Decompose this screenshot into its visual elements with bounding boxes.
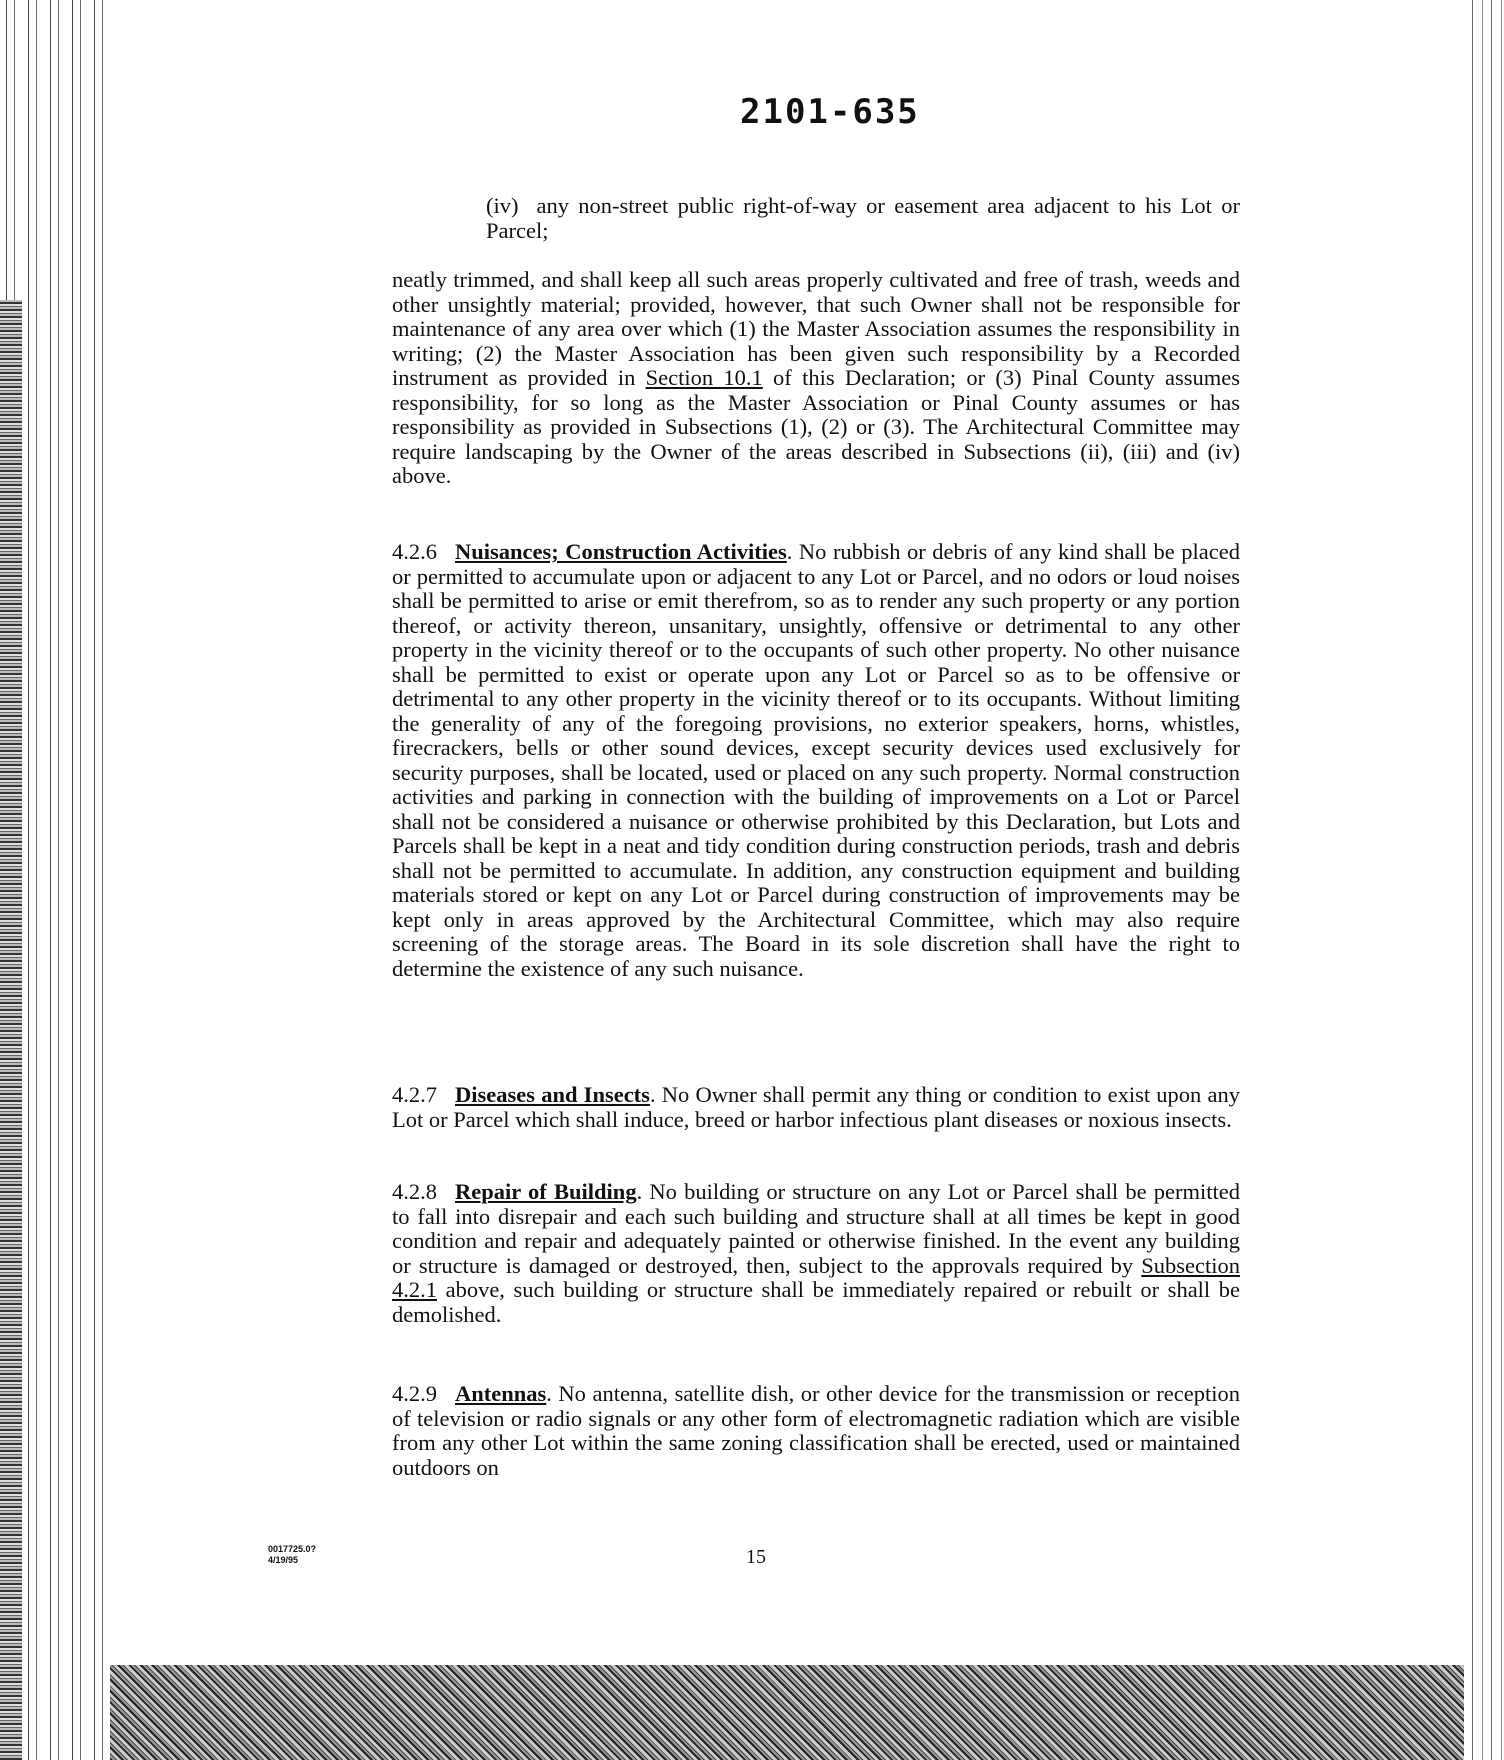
section-number: 4.2.6 (392, 539, 437, 564)
list-item-iv (486, 194, 1240, 243)
section-4-2-6 (392, 540, 1240, 981)
section-text: . No building or structure on any Lot or Parcel shall be permitted to fall into disrepair and each such building and structure shall at all times be kept in good condition and repair and adequately painted or otherwise finished. In the event any building or structure is damaged or destroyed, then, subject to the approvals required by (392, 1179, 1241, 1278)
section-reference: Subsection 4.2.1 (392, 1252, 1240, 1302)
section-heading: Repair of Building (455, 1179, 637, 1204)
section-4-2-8 (392, 1180, 1240, 1327)
footer-date: 4/19/95 (268, 1555, 299, 1565)
section-4-2-7 (392, 1083, 1240, 1132)
section-text: . No Owner shall permit any thing or condition to exist upon any Lot or Parcel which shall induce, breed or harbor infectious plant diseases or noxious insects. (392, 1082, 1240, 1132)
list-item-text: any non-street public right-of-way or easement area adjacent to his Lot or Parcel; (486, 193, 1240, 243)
section-number: 4.2.8 (392, 1179, 437, 1204)
section-heading: Nuisances; Construction Activities (455, 539, 787, 564)
footer-doc-id: 0017725.0? (268, 1544, 317, 1554)
document-number: 2101-635 (740, 92, 920, 132)
section-heading: Antennas (455, 1381, 547, 1406)
section-text: above, such building or structure shall be immediately repaired or rebuilt or shall be demolished. (392, 1277, 1240, 1327)
section-text: . No antenna, satellite dish, or other device for the transmission or reception of television or radio signals or any other form of electromagnetic radiation which are visible from any other Lot within the same zoning classification shall be erected, used or maintained outdoors on (392, 1381, 1240, 1480)
page-number: 15 (746, 1546, 766, 1568)
scan-noise-bottom (110, 1665, 1464, 1760)
section-text: . No rubbish or debris of any kind shall be placed or permitted to accumulate upon or adjacent to any Lot or Parcel, and no odors or loud noises shall be permitted to arise or emit therefrom, so as to render any such property or any portion thereof, or activity thereon, unsanitary, unsightly, offensive or detrimental to any other property in the vicinity thereof or to the occupants of such other property. No other nuisance shall be permitted to exist or operate upon any Lot or Parcel so as to be offensive or detrimental to any other property in the vicinity thereof or to its occupants. Without limiting the generality of any of the foregoing provisions, no exterior speakers, horns, whistles, firecrackers, bells or other sound devices, except security devices used exclusively for security purposes, shall be located, used or placed on any such property. Normal construction activities and parking in connection with the building of improvements on a Lot or Parcel shall not be considered a nuisance or otherwise prohibited by this Declaration, but Lots and Parcels shall be kept in a neat and tidy condition during construction periods, trash and debris shall not be permitted to accumulate. In addition, any construction equipment and building materials stored or kept on any Lot or Parcel during construction of improvements may be kept only in areas approved by the Architectural Committee, which may also require screening of the storage areas. The Board in its sole discretion shall have the right to determine the existence of any such nuisance. (392, 539, 1240, 981)
scan-noise-left (0, 300, 22, 1760)
paragraph-maintenance (392, 268, 1240, 489)
section-heading: Diseases and Insects (455, 1082, 650, 1107)
footer-document-id (268, 1544, 316, 1566)
paragraph-text: neatly trimmed, and shall keep all such areas properly cultivated and free of trash, weeds and other unsightly material; provided, however, that such Owner shall not be responsible for maintenance of any area over which (1) the Master Association assumes the responsibility in writing; (2) the Master Association has been given such responsibility by a Recorded instrument as provided in (392, 267, 1240, 390)
paragraph-text: of this Declaration; or (3) Pinal County assumes responsibility, for so long as the Master Association or Pinal County assumes or has responsibility as provided in Subsections (1), (2) or (3). The Architectural Committee may require landscaping by the Owner of the areas described in Subsections (ii), (iii) and (iv) above. (392, 365, 1240, 488)
section-4-2-9 (392, 1382, 1240, 1480)
section-reference: Section 10.1 (645, 365, 763, 390)
list-item-label: (iv) (486, 193, 519, 218)
section-number: 4.2.7 (392, 1082, 437, 1107)
section-number: 4.2.9 (392, 1381, 437, 1406)
scan-edge-right (1464, 0, 1504, 1760)
